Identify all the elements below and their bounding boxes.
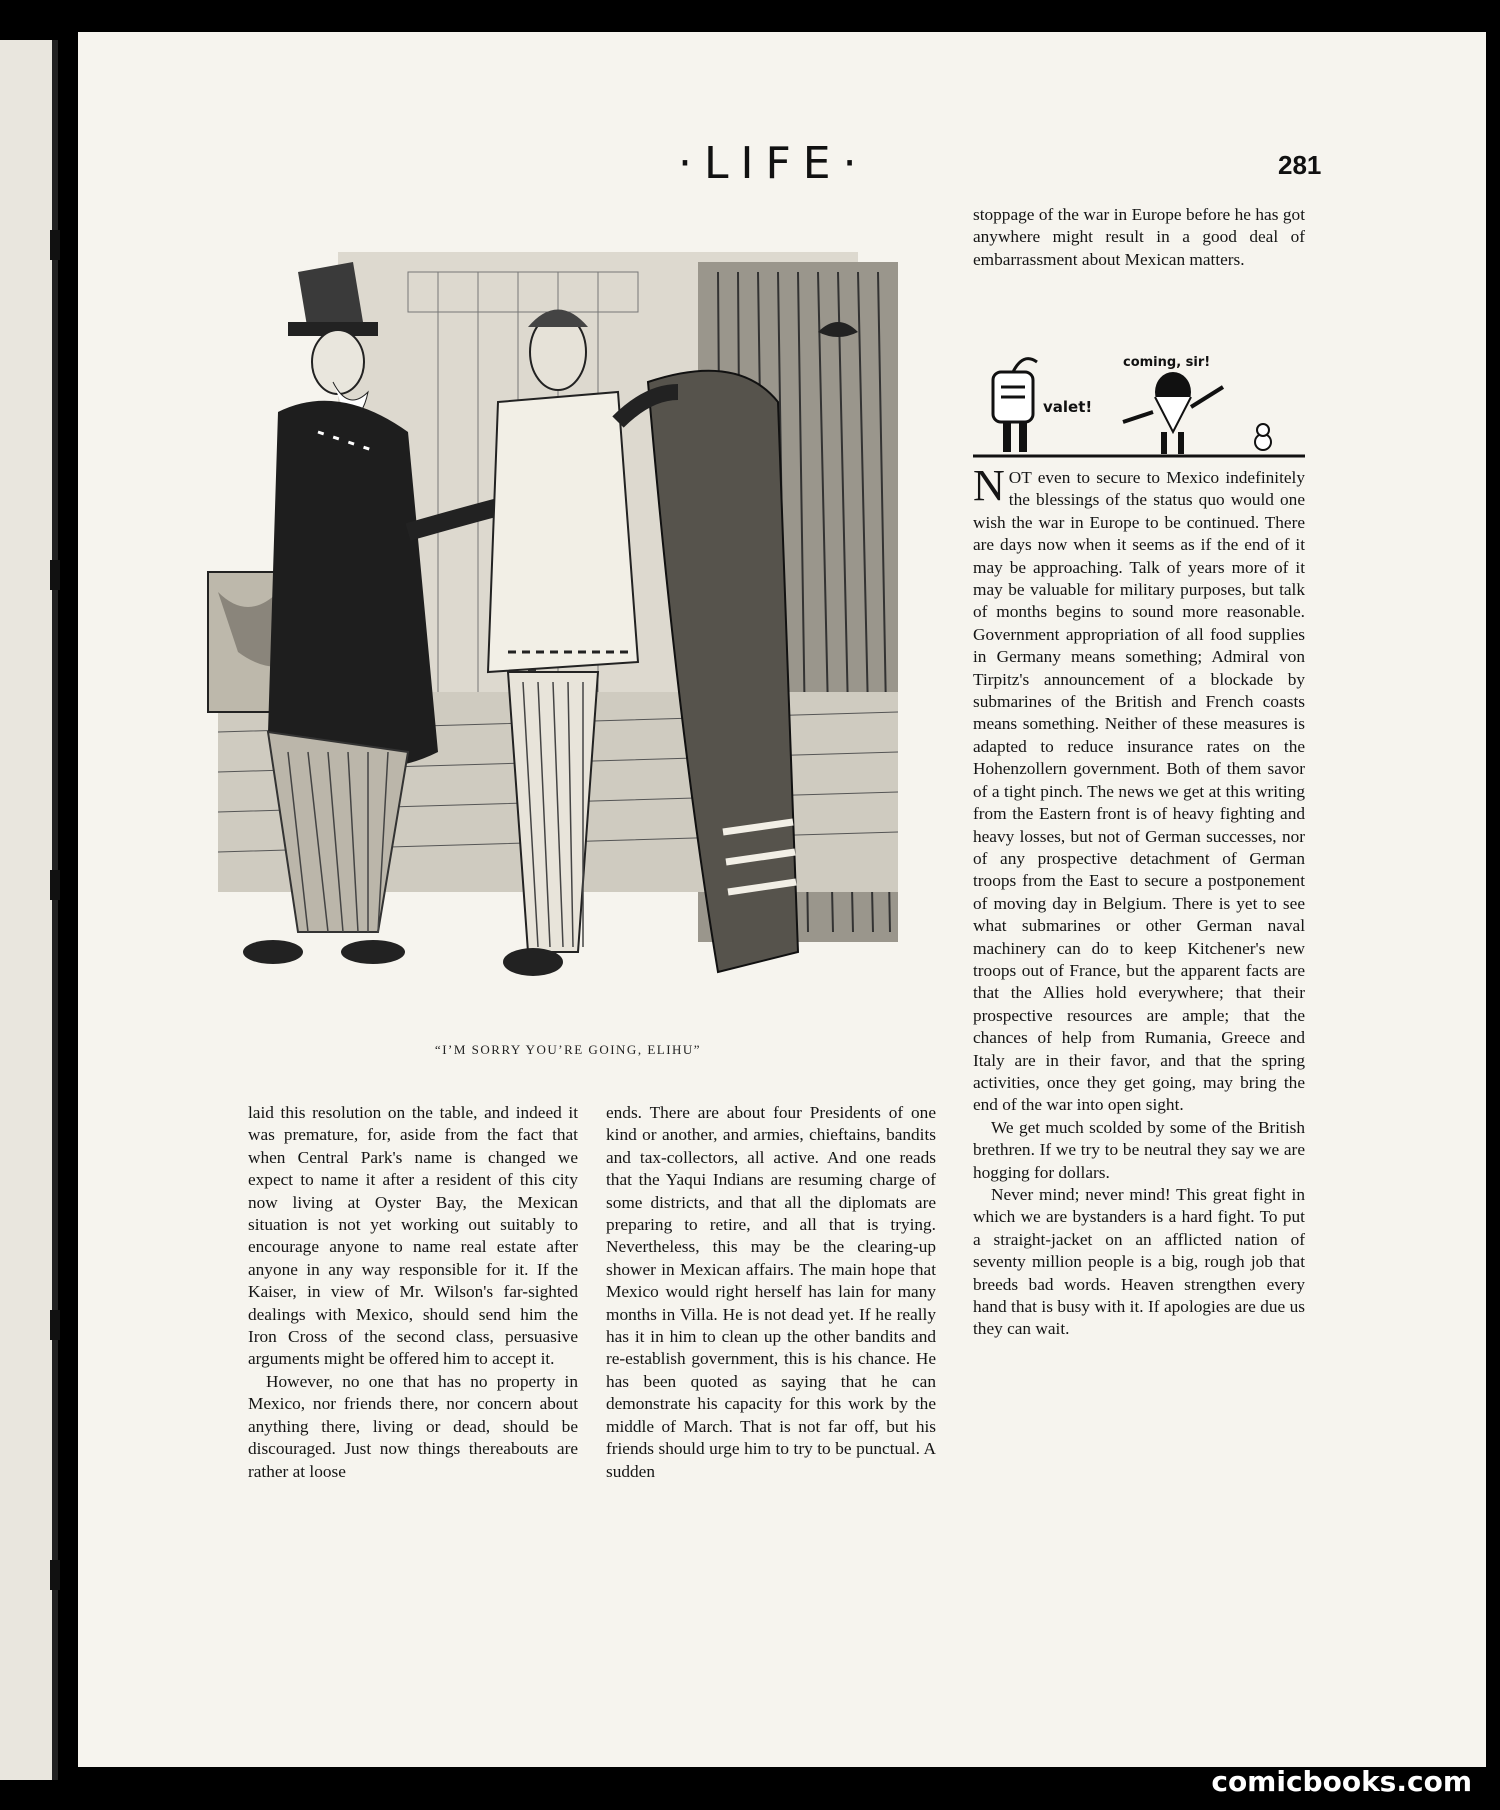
column-right-top	[973, 204, 1305, 271]
paragraph: stoppage of the war in Europe before he has got anywhere might result in a good deal of embarrassment about Mexican matters.	[973, 205, 1305, 269]
paragraph: NOT even to secure to Mexico indefinitely the blessings of the status quo would one wish the war in Europe to be continued. There are days now when it seems as if the end of it may be approaching. Talk of years more of it may be valuable for military purposes, but talk of months begins to sound more reasonable. Government appropriation of all food supplies in Germany means something; Admiral von Tirpitz's announcement of a blockade by submarines of the British and French coasts means something. Neither of these measures is adapted to reduce insurance rates on the Hohenzollern government. Both of them savor of a tight pinch. The news we get at this writing from the Eastern front is of heavy fighting and heavy losses, but not of German successes, nor of any prospective detachment of German troops from the East to secure a postponement of moving day in Belgium. There is yet to see what submarines or other German naval machinery can do to keep Kitchener's new troops out of France, but the apparent facts are that the Allies hold everywhere; that their prospective resources are ample; that the chances of help from Rumania, Greece and Italy are in their favor, and that the spring activities, once they get going, may bring the end of the war into open sight.	[973, 461, 1305, 1115]
page-number: 281	[1278, 150, 1322, 180]
watermark: comicbooks.com	[1211, 1765, 1472, 1798]
facing-page-edge	[0, 40, 58, 1780]
column-middle	[606, 1102, 936, 1483]
paragraph: ends. There are about four Presidents of one kind or another, and armies, chieftains, bandits and tax-collectors, all active. And one reads that the Yaqui Indians are resuming charge of some districts, and that all the diplomats are preparing to retire, and all that is trying. Nevertheless, this may be the clearing-up shower in Mexican affairs. The main hope that Mexico would right herself has lain for many months in Villa. He is not dead yet. If he really has it in him to clean up the other bandits and re-establish government, this is his chance. He has been quoted as saying that he can demonstrate his capacity for this work by the middle of March. That is not far off, but his friends should urge him to try to be punctual. A sudden	[606, 1103, 936, 1481]
paragraph: laid this resolution on the table, and indeed it was premature, for, aside from the fact that when Central Park's name is changed we expect to name it after a resident of this city now living at Oyster Bay, the Mexican situation is not yet working out suitably to encourage anyone to name real estate after anyone in any way responsible for it. If the Kaiser, in view of Mr. Wilson's far-sighted dealings with Mexico, should send him the Iron Cross of the second class, persuasive arguments might be offered him to accept it.	[248, 1103, 578, 1369]
magazine-page	[78, 32, 1486, 1767]
paragraph: However, no one that has no property in Mexico, nor friends there, nor concern about anything there, living or dead, should be discouraged. Just now things thereabouts are rather at loose	[248, 1371, 578, 1481]
column-right-main	[973, 461, 1305, 1341]
paragraph: Never mind; never mind! This great fight in which we are bystanders is a hard fight. To put a straight-jacket on an afflicted nation of seventy million people is a big, rough job that breeds bad words. Heaven strengthen every hand that is busy with it. If apologies are due us they can wait.	[973, 1185, 1305, 1339]
cartoon-illustration	[178, 232, 958, 1052]
speech-valet: valet!	[1043, 398, 1093, 416]
valet-vignette	[973, 352, 1305, 462]
column-left	[248, 1102, 578, 1483]
speech-coming-sir: coming, sir!	[1123, 355, 1211, 370]
cartoon-caption: “I’M SORRY YOU’RE GOING, ELIHU”	[434, 1042, 702, 1057]
paragraph: We get much scolded by some of the British brethren. If we try to be neutral they say we are hogging for dollars.	[973, 1117, 1305, 1182]
masthead: ·LIFE·	[678, 138, 869, 189]
